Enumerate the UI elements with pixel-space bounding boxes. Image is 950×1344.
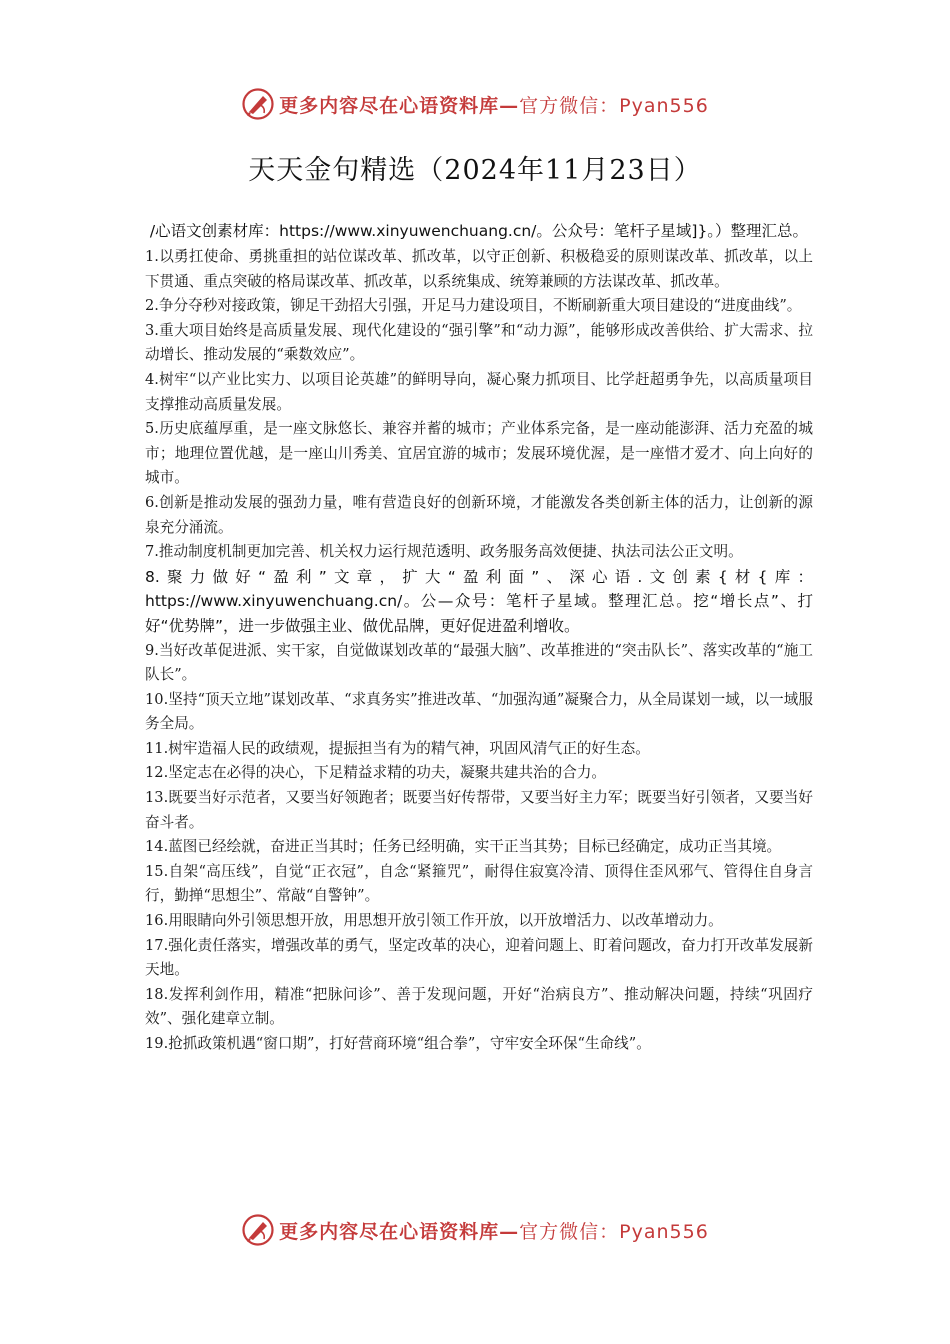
watermark-wechat-text: 官方微信：Pyan556 — [519, 94, 709, 117]
quote-item-13: 13.既要当好示范者，又要当好领跑者；既要当好传帮带，又要当好主力军；既要当好引领者，又要当好奋斗者。 — [145, 789, 813, 831]
pen-logo-icon — [241, 87, 275, 121]
watermark-text — [279, 91, 709, 118]
quote-item-14: 14.蓝图已经绘就，奋进正当其时；任务已经明确，实干正当其势；目标已经确定，成功正当其境。 — [145, 838, 782, 856]
quote-item-19: 19.抢抓政策机遇“窗口期”，打好营商环境“组合拳”，守牢安全环保“生命线”。 — [145, 1035, 651, 1052]
footer-watermark-banner — [0, 1210, 950, 1250]
watermark-separator: — — [499, 94, 520, 117]
quote-item-8: 8.聚力做好“盈利”文章，扩大“盈利面”、深心语.文创素{材{库：https://www.xinyuwenchuang.cn/。公—众号：笔杆子星域。整理汇总。挖“增长点”、打好“优势牌”，进一步做强主业、做优品牌，更好促进盈利增收。 — [145, 567, 813, 635]
quote-item-7: 7.推动制度机制更加完善、机关权力运行规范透明、政务服务高效便捷、执法司法公正文明。 — [145, 543, 743, 561]
quote-item-5: 5.历史底蕴厚重，是一座文脉悠长、兼容并蓄的城市；产业体系完备，是一座动能澎湃、活力充盈的城市；地理位置优越，是一座山川秀美、宜居宜游的城市；发展环境优渥，是一座惜才爱才、向上向好的城市。 — [145, 420, 813, 487]
watermark-wechat-text: 官方微信：Pyan556 — [519, 1220, 709, 1243]
pen-logo-icon — [241, 1213, 275, 1247]
page-title: 天天金句精选（2024年11月23日） — [248, 155, 702, 186]
header-watermark-banner — [0, 84, 950, 124]
quote-item-10: 10.坚持“顶天立地”谋划改革、“求真务实”推进改革、“加强沟通”凝聚合力，从全局谋划一域，以一域服务全局。 — [145, 690, 813, 733]
quote-item-11: 11.树牢造福人民的政绩观，提振担当有为的精气神，巩固风清气正的好生态。 — [145, 739, 650, 757]
watermark-site-text: 更多内容尽在心语资料库 — [279, 1220, 500, 1243]
quote-item-4: 4.树牢“以产业比实力、以项目论英雄”的鲜明导向，凝心聚力抓项目、比学赶超勇争先，以高质量项目支撑推动高质量发展。 — [145, 370, 813, 413]
watermark-separator: — — [499, 1220, 520, 1243]
quote-item-18: 18.发挥利剑作用，精准“把脉问诊”、善于发现问题，开好“治病良方”、推动解决问题，持续“巩固疗效”、强化建章立制。 — [145, 985, 813, 1028]
quote-item-16: 16.用眼睛向外引领思想开放，用思想开放引领工作开放，以开放增活力、以改革增动力。 — [145, 912, 723, 930]
quote-item-3: 3.重大项目始终是高质量发展、现代化建设的“强引擎”和“动力源”，能够形成改善供给、扩大需求、拉动增长、推动发展的“乘数效应”。 — [145, 321, 813, 364]
quote-item-2: 2.争分夺秒对接政策，铆足干劲招大引强，开足马力建设项目，不断刷新重大项目建设的“进度曲线”。 — [145, 297, 802, 315]
quote-item-9: 9.当好改革促进派、实干家，自觉做谋划改革的“最强大脑”、改革推进的“突击队长”、落实改革的“施工队长”。 — [145, 641, 813, 684]
source-note: /心语文创素材库：https://www.xinyuwenchuang.cn/。公众号：笔杆子星域]}。）整理汇总。 — [149, 222, 809, 240]
quote-item-12: 12.坚定志在必得的决心，下足精益求精的功夫，凝聚共建共治的合力。 — [145, 764, 607, 782]
quote-item-6: 6.创新是推动发展的强劲力量，唯有营造良好的创新环境，才能激发各类创新主体的活力，让创新的源泉充分涌流。 — [145, 493, 813, 536]
watermark-site-text: 更多内容尽在心语资料库 — [279, 94, 500, 117]
quote-item-1: 1.以勇扛使命、勇挑重担的站位谋改革、抓改革，以守正创新、积极稳妥的原则谋改革、抓改革，以上下贯通、重点突破的格局谋改革、抓改革，以系统集成、统筹兼顾的方法谋改革、抓改革。 — [145, 248, 813, 290]
quote-item-15: 15.自架“高压线”，自觉“正衣冠”，自念“紧箍咒”，耐得住寂寞冷清、顶得住歪风邪气、管得住自身言行，勤掸“思想尘”、常敲“自警钟”。 — [145, 862, 813, 905]
quote-item-17: 17.强化责任落实，增强改革的勇气，坚定改革的决心，迎着问题上、盯着问题改，奋力打开改革发展新天地。 — [145, 936, 813, 979]
document-body — [145, 220, 813, 1057]
watermark-text — [279, 1217, 709, 1244]
